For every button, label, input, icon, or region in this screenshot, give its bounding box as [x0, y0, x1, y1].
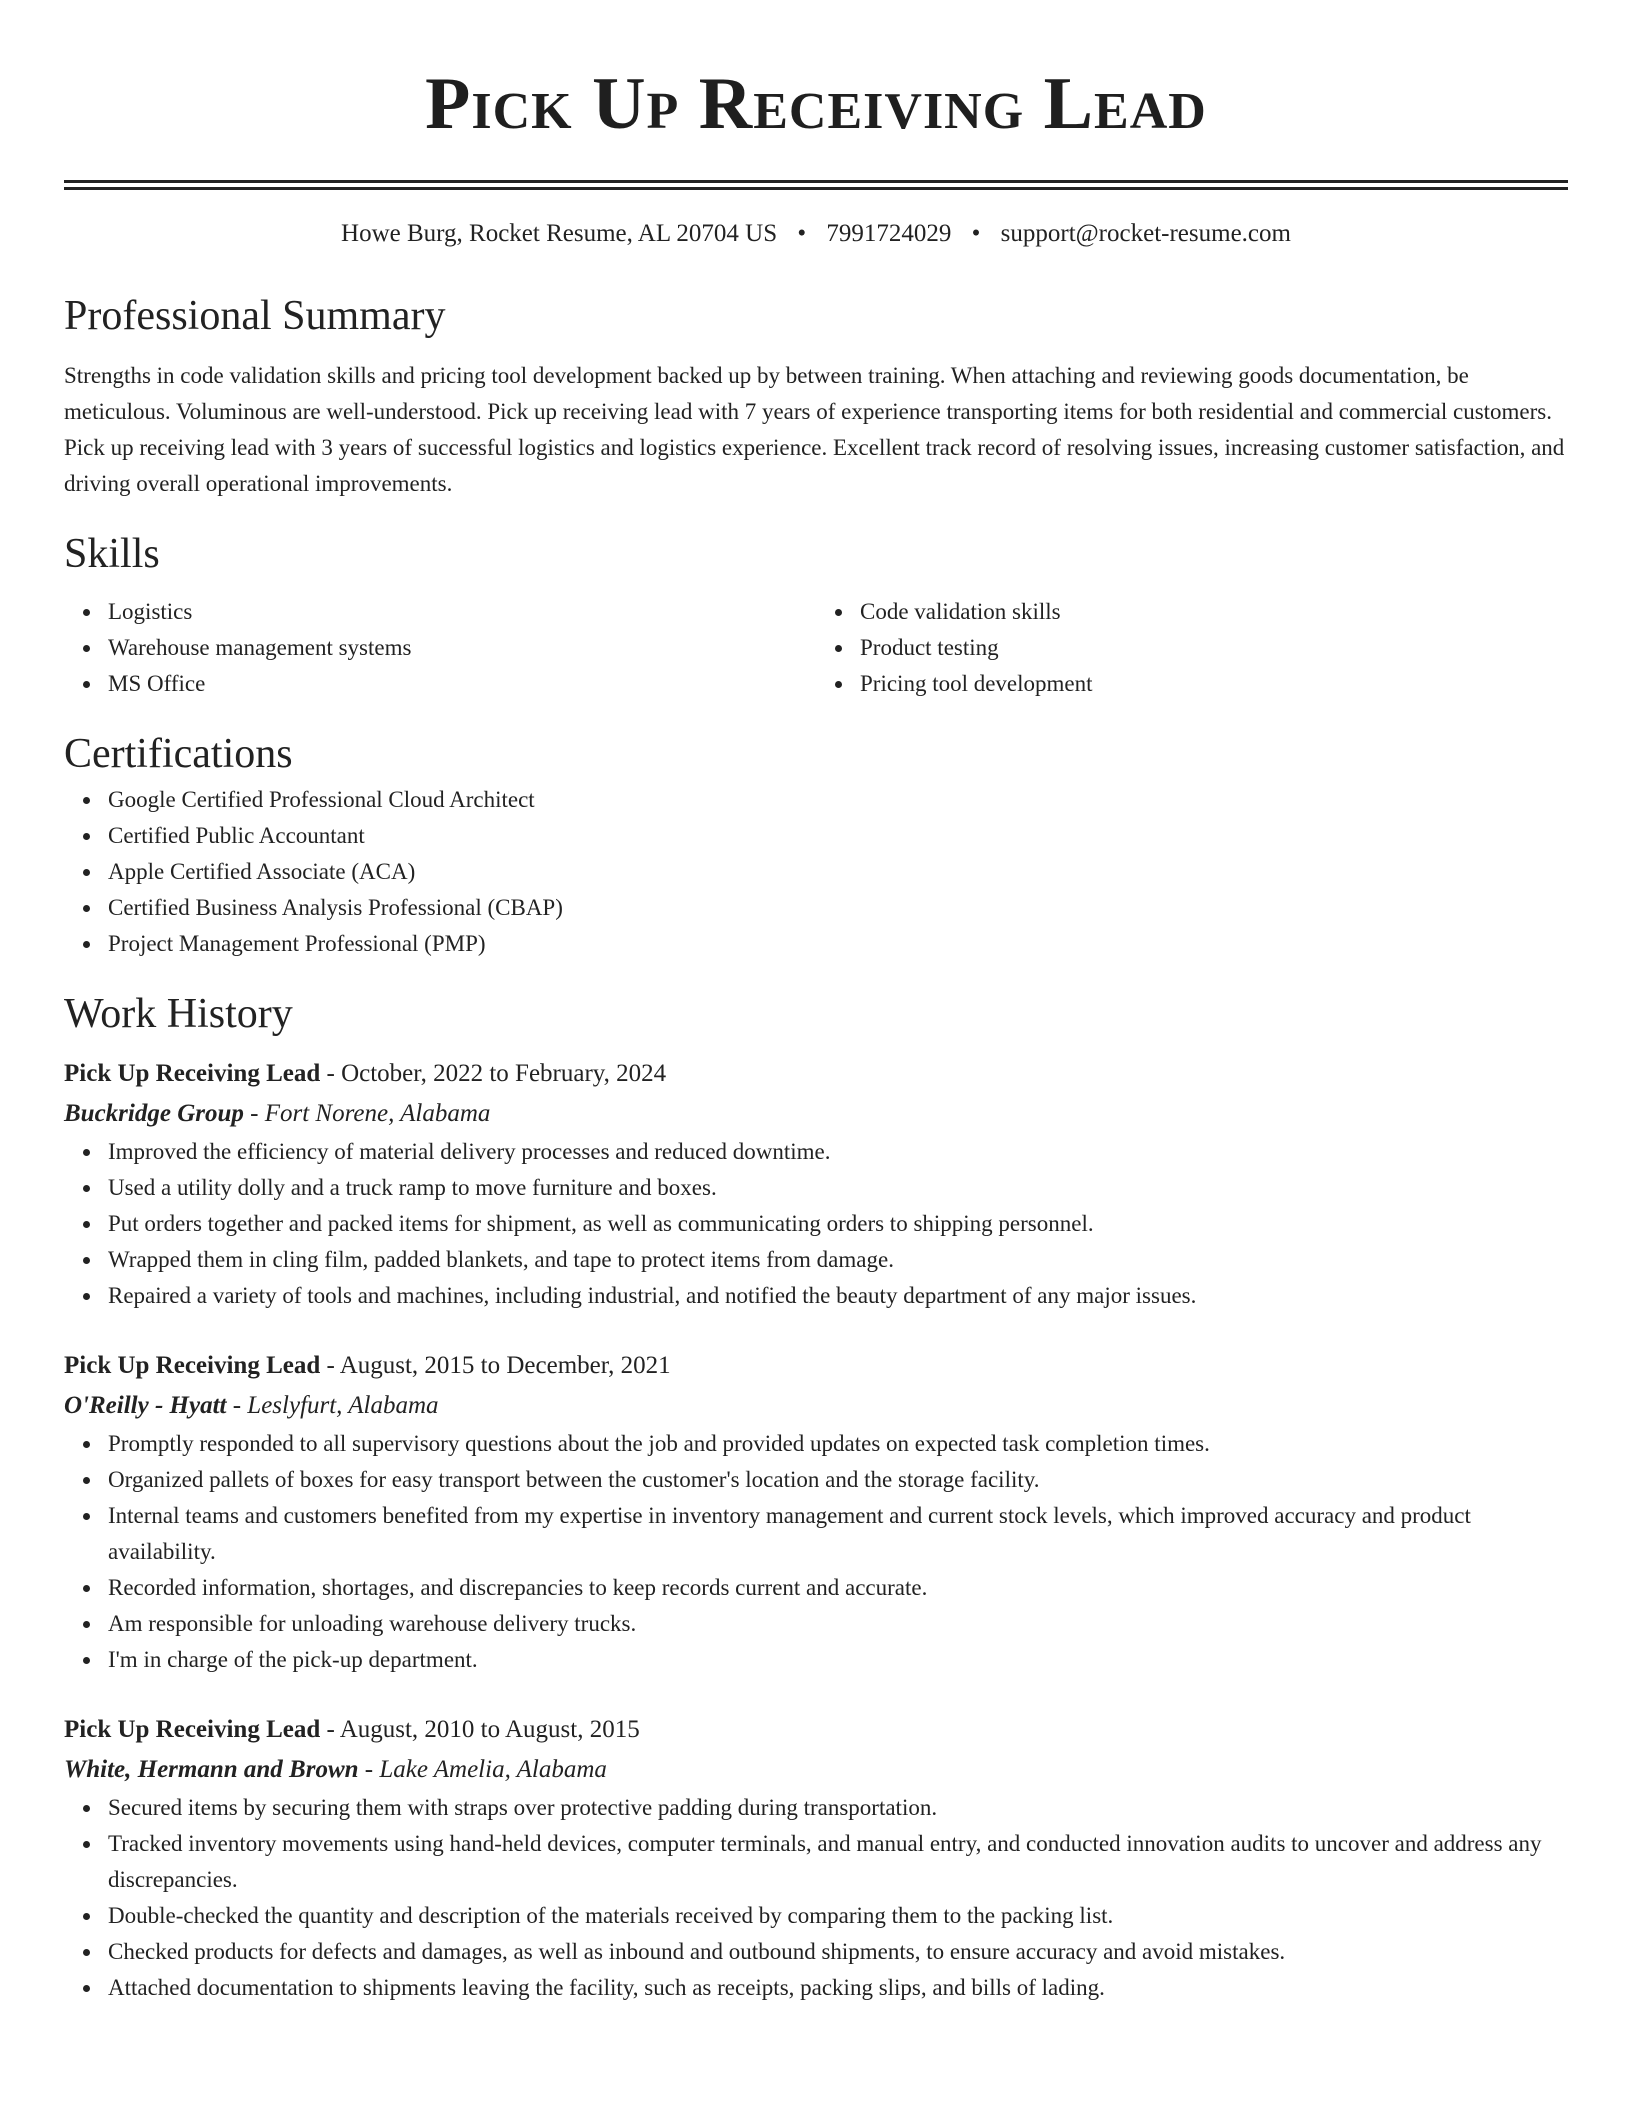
job-duty: Secured items by securing them with straps over protective padding during transportation. [108, 1790, 1568, 1826]
skill-item: MS Office [108, 666, 816, 702]
skills-heading: Skills [64, 531, 160, 577]
job-entry [64, 1346, 1568, 1678]
job-duty: Recorded information, shortages, and discrepancies to keep records current and accurate. [108, 1570, 1568, 1606]
job-duty: Wrapped them in cling film, padded blankets, and tape to protect items from damage. [108, 1242, 1568, 1278]
job-company: Buckridge Group [64, 1100, 244, 1127]
job-duty: Checked products for defects and damages, as well as inbound and outbound shipments, to ensure accuracy and avoid mistakes. [108, 1934, 1568, 1970]
job-duty: Repaired a variety of tools and machines, including industrial, and notified the beauty department of any major issues. [108, 1278, 1568, 1314]
skills-grid [64, 594, 1568, 702]
resume-name: Pick Up Receiving Lead [425, 63, 1207, 145]
certification-item: Apple Certified Associate (ACA) [108, 854, 1568, 890]
contact-email: support@rocket-resume.com [1000, 220, 1291, 247]
certification-item: Project Management Professional (PMP) [108, 926, 1568, 962]
job-entry [64, 1054, 1568, 1314]
contact-line [64, 216, 1568, 252]
certifications-heading: Certifications [64, 731, 293, 777]
job-role: Pick Up Receiving Lead [64, 1716, 321, 1743]
job-dates: - October, 2022 to February, 2024 [320, 1060, 667, 1087]
job-duty: I'm in charge of the pick-up department. [108, 1642, 1568, 1678]
job-header [64, 1054, 1568, 1094]
skill-item: Warehouse management systems [108, 630, 816, 666]
contact-separator: • [971, 220, 981, 247]
skills-column-right [816, 594, 1568, 702]
job-duty: Promptly responded to all supervisory questions about the job and provided updates on expected task completion times. [108, 1426, 1568, 1462]
job-entry [64, 1710, 1568, 2006]
skill-item: Logistics [108, 594, 816, 630]
job-duty: Organized pallets of boxes for easy transport between the customer's location and the storage facility. [108, 1462, 1568, 1498]
job-duty: Double-checked the quantity and description of the materials received by comparing them to the packing list. [108, 1898, 1568, 1934]
job-duties [64, 1134, 1568, 1314]
job-company-line [64, 1750, 1568, 1790]
skill-item: Product testing [860, 630, 1568, 666]
job-location: - Lake Amelia, Alabama [358, 1756, 607, 1783]
certification-item: Certified Public Accountant [108, 818, 1568, 854]
job-duty: Improved the efficiency of material delivery processes and reduced downtime. [108, 1134, 1568, 1170]
job-dates: - August, 2010 to August, 2015 [320, 1716, 640, 1743]
skills-list-left [64, 594, 816, 702]
job-location: - Leslyfurt, Alabama [226, 1392, 439, 1419]
job-header [64, 1710, 1568, 1750]
skill-item: Code validation skills [860, 594, 1568, 630]
contact-phone: 7991724029 [826, 220, 952, 247]
job-dates: - August, 2015 to December, 2021 [320, 1352, 671, 1379]
job-duty: Put orders together and packed items for shipment, as well as communicating orders to shipping personnel. [108, 1206, 1568, 1242]
job-duties [64, 1426, 1568, 1678]
job-duty: Tracked inventory movements using hand-held devices, computer terminals, and manual entry, and conducted innovation audits to uncover and address any discrepancies. [108, 1826, 1568, 1898]
job-role: Pick Up Receiving Lead [64, 1352, 321, 1379]
skill-item: Pricing tool development [860, 666, 1568, 702]
job-location: - Fort Norene, Alabama [243, 1100, 491, 1127]
contact-separator: • [797, 220, 807, 247]
job-company: O'Reilly - Hyatt [64, 1392, 227, 1419]
summary-heading: Professional Summary [64, 293, 446, 339]
job-header [64, 1346, 1568, 1386]
job-role: Pick Up Receiving Lead [64, 1060, 321, 1087]
job-duty: Am responsible for unloading warehouse delivery trucks. [108, 1606, 1568, 1642]
certification-item: Certified Business Analysis Professional (CBAP) [108, 890, 1568, 926]
job-company-line [64, 1386, 1568, 1426]
certifications-list [64, 782, 1568, 962]
job-duties [64, 1790, 1568, 2006]
work-history-heading: Work History [64, 991, 293, 1037]
contact-address: Howe Burg, Rocket Resume, AL 20704 US [341, 220, 778, 247]
job-duty: Attached documentation to shipments leaving the facility, such as receipts, packing slips, and bills of lading. [108, 1970, 1568, 2006]
skills-column-left [64, 594, 816, 702]
skills-list-right [816, 594, 1568, 702]
job-duty: Internal teams and customers benefited from my expertise in inventory management and current stock levels, which improved accuracy and product availability. [108, 1498, 1568, 1570]
certification-item: Google Certified Professional Cloud Architect [108, 782, 1568, 818]
job-company-line [64, 1094, 1568, 1134]
job-duty: Used a utility dolly and a truck ramp to move furniture and boxes. [108, 1170, 1568, 1206]
summary-text: Strengths in code validation skills and pricing tool development backed up by between training. When attaching and reviewing goods documentation, be meticulous. Voluminous are well-understood. Pick up receiving lead with 7 years of experience transporting items for both residential and commercial customers. Pick up receiving lead with 3 years of successful logistics and logistics experience. Excellent track record of resolving issues, increasing customer satisfaction, and driving overall operational improvements. [64, 363, 1565, 496]
header-divider [64, 180, 1568, 190]
job-company: White, Hermann and Brown [64, 1756, 359, 1783]
